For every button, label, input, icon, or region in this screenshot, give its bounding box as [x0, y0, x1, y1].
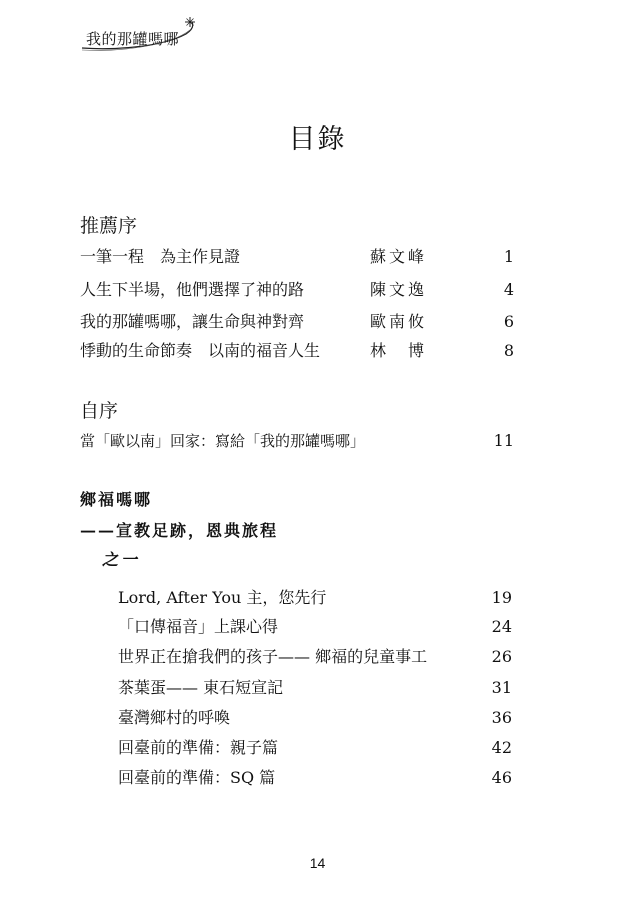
toc-entry[interactable] — [118, 736, 512, 760]
toc-entry-title: 一筆一程 為主作見證 — [80, 247, 241, 266]
toc-entry[interactable] — [118, 676, 512, 700]
sparkle-icon — [185, 17, 195, 27]
toc-entry-page: 6 — [503, 312, 514, 331]
toc-entry[interactable] — [80, 245, 514, 269]
toc-entry-author: 蘇文峰 — [370, 247, 428, 266]
toc-entry-author: 歐南攸 — [370, 312, 428, 331]
part-subtitle: ——宣教足跡，恩典旅程 — [80, 521, 279, 540]
toc-entry-page: 26 — [491, 647, 512, 666]
toc-entry-page: 19 — [491, 588, 512, 607]
toc-entry[interactable] — [80, 339, 514, 363]
toc-entry[interactable] — [118, 706, 512, 730]
toc-entry-title: 回臺前的準備：SQ 篇 — [118, 768, 276, 787]
toc-entry-page: 36 — [491, 708, 512, 727]
running-header-title: 我的那罐嗎哪 — [86, 30, 180, 48]
toc-entry-page: 8 — [503, 341, 514, 360]
toc-entry-page: 31 — [491, 678, 512, 697]
toc-entry[interactable] — [118, 586, 512, 610]
toc-entry[interactable] — [80, 429, 514, 453]
toc-entry-title: 我的那罐嗎哪，讓生命與神對齊 — [80, 312, 305, 331]
toc-entry-title: 臺灣鄉村的呼喚 — [118, 708, 231, 727]
toc-entry-page: 11 — [493, 431, 514, 450]
toc-entry-title: Lord, After You 主，您先行 — [118, 588, 327, 607]
part-chapter-label: 之一 — [102, 550, 141, 569]
toc-entry-title: 世界正在搶我們的孩子—— 鄉福的兒童事工 — [118, 647, 428, 666]
toc-entry-title: 「口傳福音」上課心得 — [118, 617, 279, 636]
toc-entry[interactable] — [80, 278, 514, 302]
toc-entry-title: 回臺前的準備：親子篇 — [118, 738, 279, 757]
toc-entry-page: 4 — [503, 280, 514, 299]
page-title: 目錄 — [288, 124, 347, 155]
preface-heading: 自序 — [80, 400, 119, 422]
page-number: 14 — [309, 855, 326, 871]
toc-entry[interactable] — [80, 310, 514, 334]
toc-entry-author: 陳文逸 — [370, 280, 428, 299]
toc-entry-title: 茶葉蛋—— 東石短宣記 — [118, 678, 284, 697]
running-header — [80, 14, 212, 52]
toc-entry-page: 24 — [491, 617, 512, 636]
toc-entry[interactable] — [118, 766, 512, 790]
toc-entry-title: 當「歐以南」回家：寫給「我的那罐嗎哪」 — [80, 432, 366, 450]
recommendations-heading: 推薦序 — [80, 215, 138, 237]
toc-entry-author: 林 博 — [370, 341, 428, 360]
toc-entry-title: 人生下半場，他們選擇了神的路 — [80, 280, 305, 299]
toc-entry-page: 42 — [491, 738, 512, 757]
toc-entry-page: 1 — [503, 247, 514, 266]
toc-entry-title: 悸動的生命節奏 以南的福音人生 — [80, 341, 321, 360]
toc-entry[interactable] — [118, 615, 512, 639]
toc-entry-page: 46 — [491, 768, 512, 787]
part-title: 鄉福嗎哪 — [80, 490, 153, 509]
toc-entry[interactable] — [118, 645, 512, 669]
